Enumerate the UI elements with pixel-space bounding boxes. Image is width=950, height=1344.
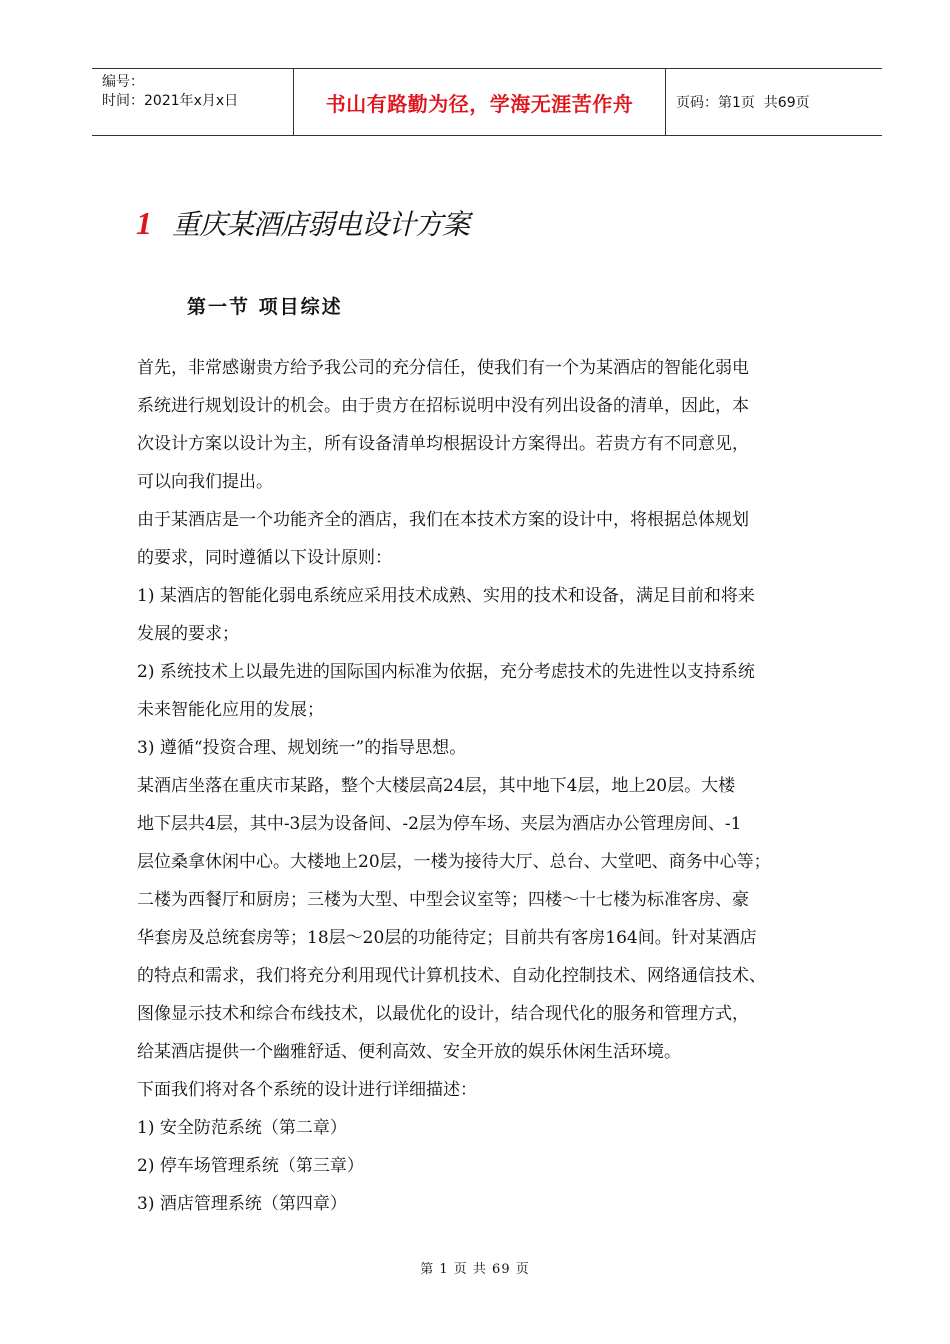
- body-line: 2) 系统技术上以最先进的国际国内标准为依据，充分考虑技术的先进性以支持系统: [137, 662, 755, 682]
- page-footer: 第 1 页 共 69 页: [420, 1262, 530, 1277]
- body-line: 地下层共4层，其中-3层为设备间、-2层为停车场、夹层为酒店办公管理房间、-1: [137, 814, 742, 834]
- body-line: 下面我们将对各个系统的设计进行详细描述：: [137, 1080, 477, 1100]
- document-number-label: 编号：: [102, 74, 144, 90]
- body-line: 可以向我们提出。: [137, 472, 273, 492]
- page-header: [92, 68, 882, 136]
- body-line: 给某酒店提供一个幽雅舒适、便利高效、安全开放的娱乐休闲生活环境。: [137, 1042, 681, 1062]
- body-line: 3) 遵循“投资合理、规划统一”的指导思想。: [137, 738, 467, 758]
- body-line: 系统进行规划设计的机会。由于贵方在招标说明中没有列出设备的清单，因此，本: [137, 396, 749, 416]
- body-line: 图像显示技术和综合布线技术，以最优化的设计，结合现代化的服务和管理方式，: [137, 1004, 749, 1024]
- body-line: 3) 酒店管理系统（第四章）: [137, 1194, 347, 1214]
- document-time-label: 时间：2021年x月x日: [102, 93, 239, 109]
- body-line: 华套房及总统套房等；18层～20层的功能待定；目前共有客房164间。针对某酒店: [137, 928, 757, 948]
- body-line: 1) 某酒店的智能化弱电系统应采用技术成熟、实用的技术和设备，满足目前和将来: [137, 586, 755, 606]
- header-motto: 书山有路勤为径，学海无涯苦作舟: [293, 69, 666, 135]
- body-line: 二楼为西餐厅和厨房；三楼为大型、中型会议室等；四楼～十七楼为标准客房、豪: [137, 890, 749, 910]
- body-line: 2) 停车场管理系统（第三章）: [137, 1156, 364, 1176]
- body-line: 1) 安全防范系统（第二章）: [137, 1118, 347, 1138]
- body-line: 发展的要求；: [137, 624, 239, 644]
- body-text: [137, 349, 847, 1223]
- body-line: 首先，非常感谢贵方给予我公司的充分信任，使我们有一个为某酒店的智能化弱电: [137, 358, 749, 378]
- body-line: 未来智能化应用的发展；: [137, 700, 324, 720]
- chapter-number: 1: [136, 205, 152, 241]
- body-line: 层位桑拿休闲中心。大楼地上20层，一楼为接待大厅、总台、大堂吧、商务中心等；: [137, 852, 771, 872]
- header-meta: [92, 69, 293, 135]
- chapter-title: 重庆某酒店弱电设计方案: [172, 208, 470, 241]
- body-line: 的特点和需求，我们将充分利用现代计算机技术、自动化控制技术、网络通信技术、: [137, 966, 766, 986]
- body-line: 由于某酒店是一个功能齐全的酒店，我们在本技术方案的设计中，将根据总体规划: [137, 510, 749, 530]
- body-line: 次设计方案以设计为主，所有设备清单均根据设计方案得出。若贵方有不同意见，: [137, 434, 749, 454]
- body-line: 某酒店坐落在重庆市某路，整个大楼层高24层，其中地下4层，地上20层。大楼: [137, 776, 736, 796]
- section-heading: 第一节 项目综述: [187, 296, 343, 318]
- header-page-info-text: 页码：第1页 共69页: [676, 95, 810, 111]
- header-page-info: [666, 69, 882, 135]
- body-line: 的要求，同时遵循以下设计原则：: [137, 548, 392, 568]
- document-title: [136, 203, 469, 243]
